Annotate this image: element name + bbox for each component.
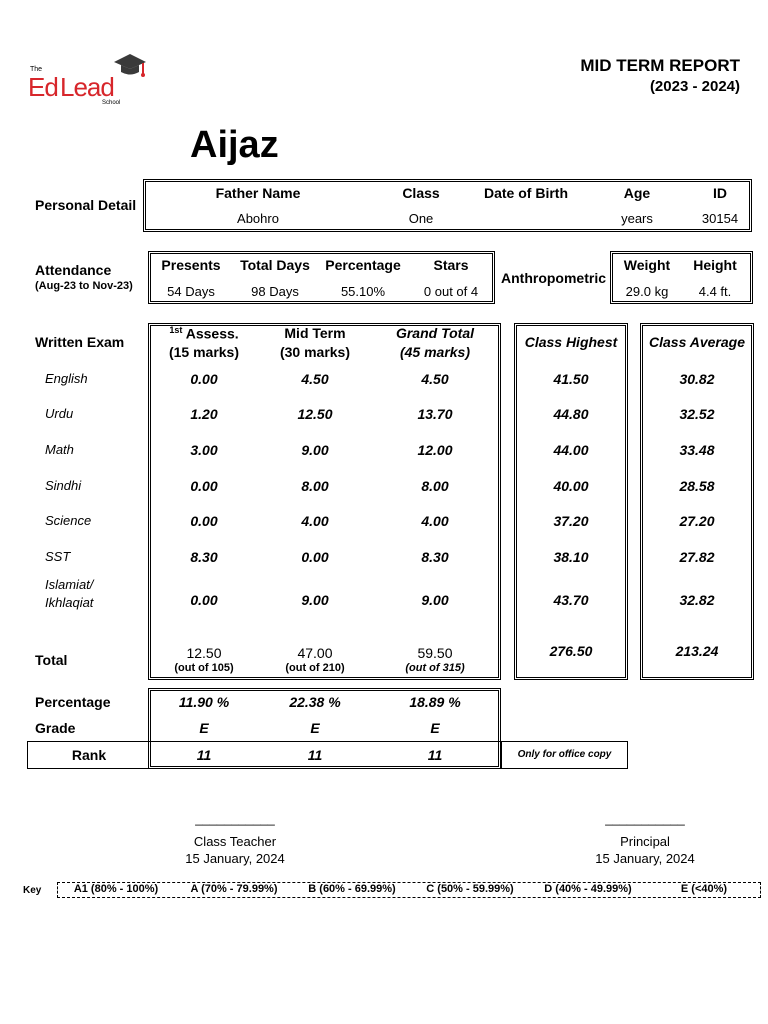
report-year: (2023 - 2024) xyxy=(649,78,740,95)
islamiat-total: 9.00 xyxy=(421,592,449,608)
class-teacher-label: Class Teacher xyxy=(193,834,277,849)
science-highest: 37.20 xyxy=(553,513,589,529)
presents-header: Presents xyxy=(161,257,221,273)
islamiat-average: 32.82 xyxy=(679,592,715,608)
class-average-header: Class Average xyxy=(649,334,745,350)
key-item: D (40% - 49.99%) xyxy=(544,883,632,895)
urdu-average: 32.52 xyxy=(679,406,715,422)
logo-pre: The xyxy=(30,66,43,73)
outof-assessment: (out of 105) xyxy=(174,662,234,674)
grand-total-marks: (45 marks) xyxy=(399,344,471,360)
total-assessment: 12.50 xyxy=(186,645,222,661)
logo-post: School xyxy=(102,100,121,106)
stars-header: Stars xyxy=(433,257,469,273)
key-item: C (50% - 59.99%) xyxy=(426,883,514,895)
percentage-label: Percentage xyxy=(35,694,111,710)
report-title: MID TERM REPORT xyxy=(580,56,740,75)
science-total: 4.00 xyxy=(421,513,449,529)
english-highest: 41.50 xyxy=(553,371,589,387)
office-copy-note: Only for office copy xyxy=(517,749,612,760)
sst-assessment: 8.30 xyxy=(190,549,218,565)
attendance-period: (Aug-23 to Nov-23) xyxy=(35,280,133,292)
total-days-value: 98 Days xyxy=(251,284,299,299)
rank-grand: 11 xyxy=(427,747,443,763)
id-header: ID xyxy=(713,185,727,201)
weight-value: 29.0 kg xyxy=(625,284,669,299)
assessment-header-label: Assess. xyxy=(185,325,239,342)
logo-name-b: Lead xyxy=(60,72,114,102)
mid-term-marks: (30 marks) xyxy=(279,344,351,360)
stars-value: 0 out of 4 xyxy=(423,284,479,299)
dob-header: Date of Birth xyxy=(484,185,568,201)
grand-total-header: Grand Total xyxy=(395,325,475,341)
father-name-header: Father Name xyxy=(215,185,301,201)
total-highest: 276.50 xyxy=(549,643,593,659)
teacher-signature-line: ___________ xyxy=(195,811,275,826)
logo-name-a: Ed xyxy=(28,72,58,102)
islamiat-highest: 43.70 xyxy=(553,592,589,608)
sindhi-highest: 40.00 xyxy=(553,478,589,494)
english-assessment: 0.00 xyxy=(190,371,218,387)
urdu-highest: 44.80 xyxy=(553,406,589,422)
mid-term-header: Mid Term xyxy=(284,325,346,341)
sst-total: 8.30 xyxy=(421,549,449,565)
student-name: Aijaz xyxy=(190,124,279,166)
height-value: 4.4 ft. xyxy=(698,284,732,299)
sst-average: 27.82 xyxy=(679,549,715,565)
grade-label: Grade xyxy=(35,720,76,736)
total-average: 213.24 xyxy=(675,643,719,659)
urdu-midterm: 12.50 xyxy=(297,406,333,422)
outof-midterm: (out of 210) xyxy=(285,662,345,674)
grade-assessment: E xyxy=(199,720,209,736)
islamiat-midterm: 9.00 xyxy=(301,592,329,608)
class-highest-header: Class Highest xyxy=(524,334,618,350)
subject-english: English xyxy=(45,371,88,386)
math-highest: 44.00 xyxy=(553,442,589,458)
id-value: 30154 xyxy=(701,211,739,226)
age-value: years xyxy=(621,211,653,226)
percentage-midterm: 22.38 % xyxy=(289,694,341,710)
urdu-total: 13.70 xyxy=(417,406,453,422)
weight-header: Weight xyxy=(623,257,671,273)
grade-grand: E xyxy=(430,720,440,736)
english-average: 30.82 xyxy=(679,371,715,387)
graduation-cap-icon xyxy=(112,52,148,82)
total-label: Total xyxy=(35,652,68,668)
grade-midterm: E xyxy=(310,720,320,736)
assessment-header-sup: 1st xyxy=(169,325,183,335)
total-days-header: Total Days xyxy=(240,257,310,273)
percentage-grand: 18.89 % xyxy=(409,694,461,710)
sst-highest: 38.10 xyxy=(553,549,589,565)
sindhi-assessment: 0.00 xyxy=(190,478,218,494)
father-name-value: Abohro xyxy=(237,211,279,226)
subject-sst: SST xyxy=(45,549,71,564)
assessment-header xyxy=(159,325,249,342)
personal-detail-label: Personal Detail xyxy=(35,197,137,213)
key-item: E (<40%) xyxy=(680,883,728,895)
key-item: A (70% - 79.99%) xyxy=(190,883,278,895)
urdu-assessment: 1.20 xyxy=(190,406,218,422)
english-midterm: 4.50 xyxy=(301,371,329,387)
attendance-label: Attendance xyxy=(35,262,112,278)
class-teacher-date: 15 January, 2024 xyxy=(185,851,285,866)
key-item: B (60% - 69.99%) xyxy=(308,883,396,895)
math-average: 33.48 xyxy=(679,442,715,458)
science-assessment: 0.00 xyxy=(190,513,218,529)
science-midterm: 4.00 xyxy=(301,513,329,529)
subject-islamiat: Islamiat/ Ikhlaqiat xyxy=(45,577,94,610)
assessment-marks: (15 marks) xyxy=(168,344,240,360)
height-header: Height xyxy=(693,257,737,273)
key-item: A1 (80% - 100%) xyxy=(73,883,159,895)
subject-urdu: Urdu xyxy=(45,406,74,421)
math-assessment: 3.00 xyxy=(190,442,218,458)
class-header: Class xyxy=(402,185,440,201)
total-grand: 59.50 xyxy=(417,645,453,661)
sindhi-average: 28.58 xyxy=(679,478,715,494)
sindhi-midterm: 8.00 xyxy=(301,478,329,494)
percentage-header: Percentage xyxy=(325,257,401,273)
science-average: 27.20 xyxy=(679,513,715,529)
class-value: One xyxy=(408,211,434,226)
subject-math: Math xyxy=(45,442,74,457)
subject-sindhi: Sindhi xyxy=(45,478,82,493)
rank-midterm: 11 xyxy=(307,747,323,763)
sst-midterm: 0.00 xyxy=(301,549,329,565)
age-header: Age xyxy=(623,185,651,201)
principal-signature-line: ___________ xyxy=(605,811,685,826)
anthropometric-label: Anthropometric xyxy=(501,270,606,286)
rank-label: Rank xyxy=(71,747,107,763)
presents-value: 54 Days xyxy=(167,284,215,299)
islamiat-assessment: 0.00 xyxy=(190,592,218,608)
written-exam-label: Written Exam xyxy=(35,334,125,350)
total-midterm: 47.00 xyxy=(297,645,333,661)
principal-date: 15 January, 2024 xyxy=(595,851,695,866)
key-label: Key xyxy=(23,885,42,896)
outof-grand: (out of 315) xyxy=(405,662,465,674)
english-total: 4.50 xyxy=(421,371,449,387)
math-total: 12.00 xyxy=(417,442,453,458)
percentage-assessment: 11.90 % xyxy=(178,694,230,710)
math-midterm: 9.00 xyxy=(301,442,329,458)
percentage-value: 55.10% xyxy=(340,284,386,299)
subject-science: Science xyxy=(45,513,92,528)
principal-label: Principal xyxy=(620,834,670,849)
rank-assessment: 11 xyxy=(196,747,212,763)
sindhi-total: 8.00 xyxy=(421,478,449,494)
